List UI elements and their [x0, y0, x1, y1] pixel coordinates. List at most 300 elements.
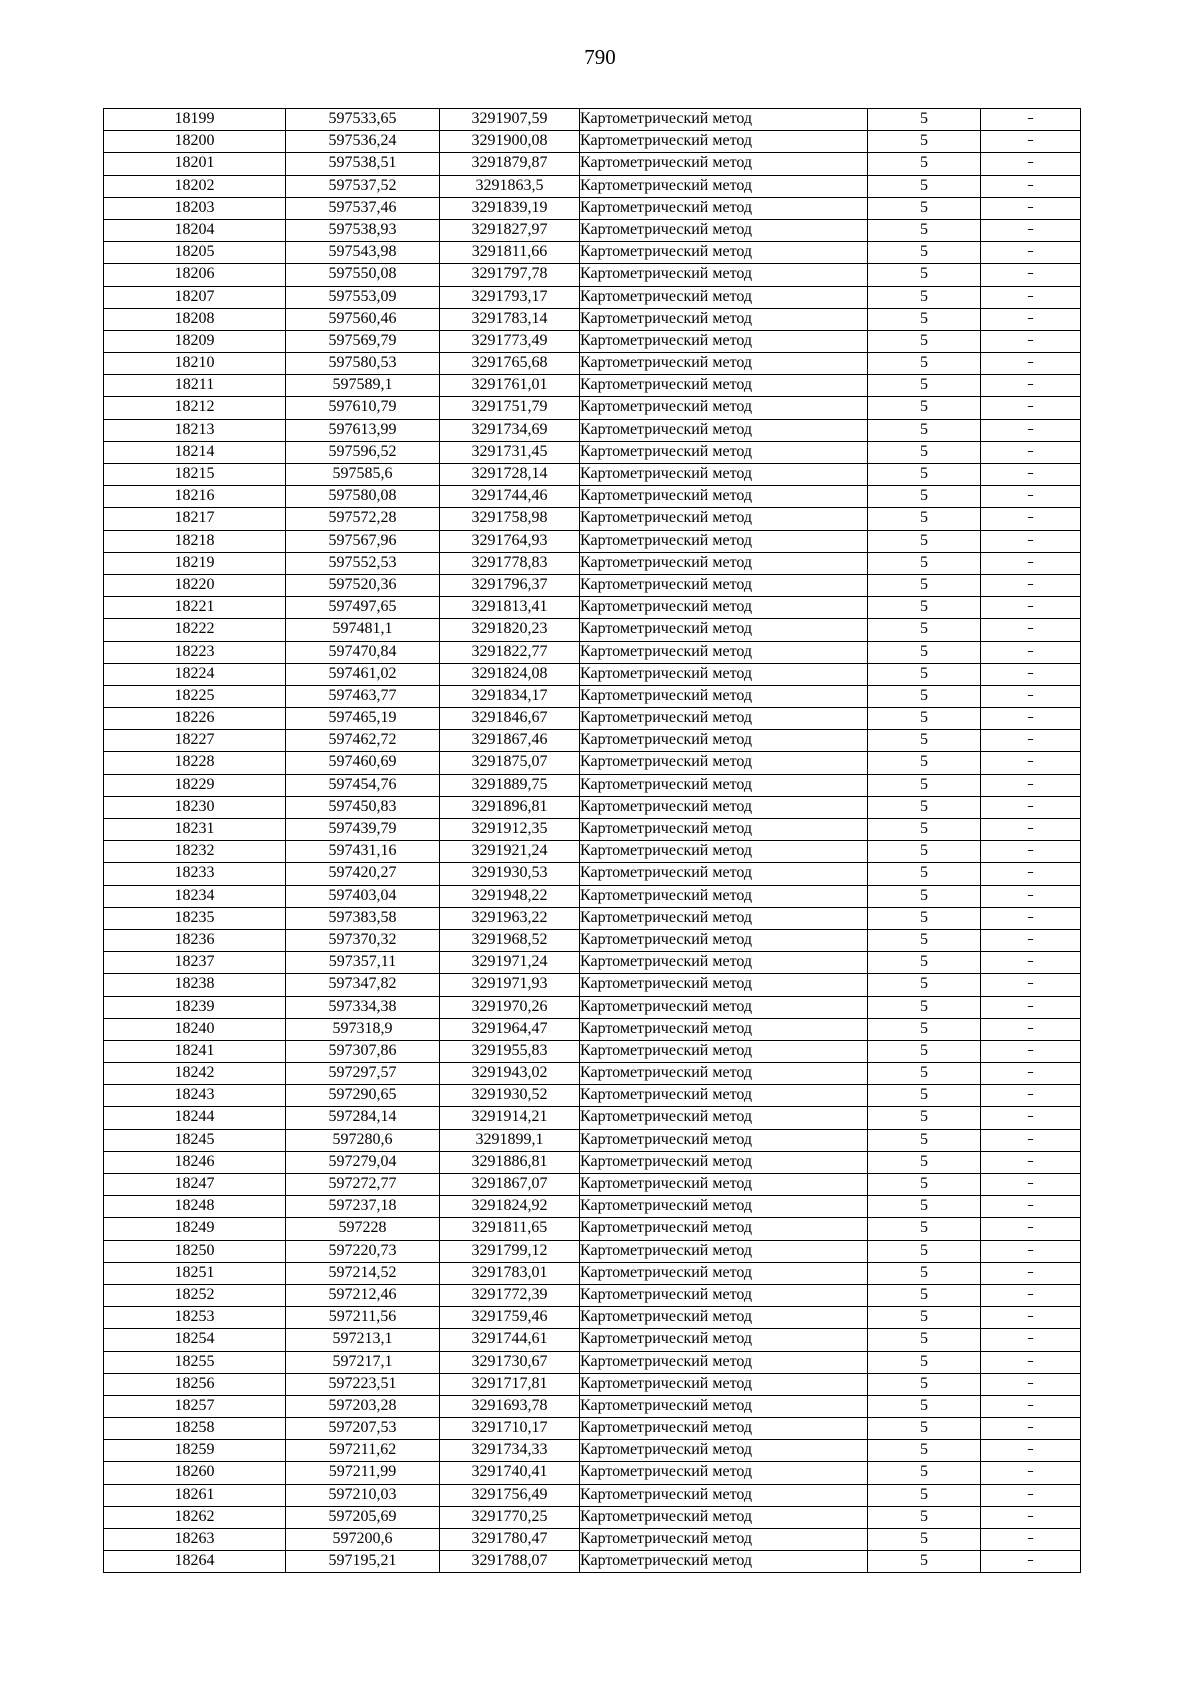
dash-cell: – [981, 441, 1081, 463]
x-coordinate-cell: 597560,46 [286, 308, 440, 330]
x-coordinate-cell: 597470,84 [286, 641, 440, 663]
x-coordinate-cell: 597497,65 [286, 597, 440, 619]
point-number-cell: 18258 [104, 1418, 286, 1440]
y-coordinate-cell: 3291783,14 [440, 308, 580, 330]
y-coordinate-cell: 3291970,26 [440, 996, 580, 1018]
y-coordinate-cell: 3291734,69 [440, 419, 580, 441]
point-number-cell: 18254 [104, 1329, 286, 1351]
table-row [104, 796, 1081, 818]
table-row [104, 863, 1081, 885]
x-coordinate-cell: 597318,9 [286, 1018, 440, 1040]
table-row [104, 774, 1081, 796]
accuracy-cell: 5 [868, 885, 981, 907]
y-coordinate-cell: 3291783,01 [440, 1262, 580, 1284]
method-cell: Картометрический метод [580, 1107, 868, 1129]
table-row [104, 1373, 1081, 1395]
method-cell: Картометрический метод [580, 1529, 868, 1551]
method-cell: Картометрический метод [580, 863, 868, 885]
accuracy-cell: 5 [868, 375, 981, 397]
y-coordinate-cell: 3291930,53 [440, 863, 580, 885]
method-cell: Картометрический метод [580, 1351, 868, 1373]
dash-cell: – [981, 1240, 1081, 1262]
x-coordinate-cell: 597536,24 [286, 131, 440, 153]
accuracy-cell: 5 [868, 1129, 981, 1151]
y-coordinate-cell: 3291839,19 [440, 197, 580, 219]
table-row [104, 819, 1081, 841]
accuracy-cell: 5 [868, 197, 981, 219]
x-coordinate-cell: 597220,73 [286, 1240, 440, 1262]
point-number-cell: 18248 [104, 1196, 286, 1218]
y-coordinate-cell: 3291797,78 [440, 264, 580, 286]
dash-cell: – [981, 1307, 1081, 1329]
table-row [104, 1129, 1081, 1151]
point-number-cell: 18218 [104, 530, 286, 552]
point-number-cell: 18252 [104, 1284, 286, 1306]
point-number-cell: 18242 [104, 1063, 286, 1085]
accuracy-cell: 5 [868, 1085, 981, 1107]
table-row [104, 597, 1081, 619]
point-number-cell: 18240 [104, 1018, 286, 1040]
y-coordinate-cell: 3291863,5 [440, 175, 580, 197]
table-row [104, 353, 1081, 375]
x-coordinate-cell: 597217,1 [286, 1351, 440, 1373]
table-row [104, 1462, 1081, 1484]
point-number-cell: 18250 [104, 1240, 286, 1262]
method-cell: Картометрический метод [580, 1373, 868, 1395]
accuracy-cell: 5 [868, 1462, 981, 1484]
point-number-cell: 18209 [104, 330, 286, 352]
x-coordinate-cell: 597596,52 [286, 441, 440, 463]
coordinates-table [103, 108, 1081, 1573]
point-number-cell: 18231 [104, 819, 286, 841]
point-number-cell: 18226 [104, 708, 286, 730]
y-coordinate-cell: 3291955,83 [440, 1040, 580, 1062]
point-number-cell: 18202 [104, 175, 286, 197]
table-row [104, 907, 1081, 929]
table-row [104, 752, 1081, 774]
method-cell: Картометрический метод [580, 397, 868, 419]
point-number-cell: 18262 [104, 1506, 286, 1528]
accuracy-cell: 5 [868, 109, 981, 131]
y-coordinate-cell: 3291948,22 [440, 885, 580, 907]
dash-cell: – [981, 819, 1081, 841]
dash-cell: – [981, 1107, 1081, 1129]
x-coordinate-cell: 597334,38 [286, 996, 440, 1018]
dash-cell: – [981, 1329, 1081, 1351]
y-coordinate-cell: 3291796,37 [440, 574, 580, 596]
method-cell: Картометрический метод [580, 1462, 868, 1484]
method-cell: Картометрический метод [580, 1329, 868, 1351]
dash-cell: – [981, 1151, 1081, 1173]
y-coordinate-cell: 3291764,93 [440, 530, 580, 552]
method-cell: Картометрический метод [580, 1063, 868, 1085]
dash-cell: – [981, 641, 1081, 663]
table-row [104, 330, 1081, 352]
accuracy-cell: 5 [868, 552, 981, 574]
dash-cell: – [981, 397, 1081, 419]
point-number-cell: 18246 [104, 1151, 286, 1173]
method-cell: Картометрический метод [580, 685, 868, 707]
table-row [104, 419, 1081, 441]
point-number-cell: 18203 [104, 197, 286, 219]
accuracy-cell: 5 [868, 441, 981, 463]
accuracy-cell: 5 [868, 1240, 981, 1262]
x-coordinate-cell: 597212,46 [286, 1284, 440, 1306]
y-coordinate-cell: 3291780,47 [440, 1529, 580, 1551]
dash-cell: – [981, 1551, 1081, 1573]
table-row [104, 286, 1081, 308]
accuracy-cell: 5 [868, 286, 981, 308]
x-coordinate-cell: 597572,28 [286, 508, 440, 530]
method-cell: Картометрический метод [580, 708, 868, 730]
x-coordinate-cell: 597533,65 [286, 109, 440, 131]
y-coordinate-cell: 3291744,46 [440, 486, 580, 508]
method-cell: Картометрический метод [580, 952, 868, 974]
y-coordinate-cell: 3291900,08 [440, 131, 580, 153]
table-row [104, 1440, 1081, 1462]
y-coordinate-cell: 3291968,52 [440, 929, 580, 951]
method-cell: Картометрический метод [580, 175, 868, 197]
method-cell: Картометрический метод [580, 574, 868, 596]
table-row [104, 308, 1081, 330]
dash-cell: – [981, 708, 1081, 730]
y-coordinate-cell: 3291811,66 [440, 242, 580, 264]
table-row [104, 441, 1081, 463]
y-coordinate-cell: 3291770,25 [440, 1506, 580, 1528]
dash-cell: – [981, 952, 1081, 974]
table-row [104, 508, 1081, 530]
accuracy-cell: 5 [868, 819, 981, 841]
accuracy-cell: 5 [868, 974, 981, 996]
method-cell: Картометрический метод [580, 641, 868, 663]
method-cell: Картометрический метод [580, 131, 868, 153]
table-row [104, 1063, 1081, 1085]
accuracy-cell: 5 [868, 1107, 981, 1129]
point-number-cell: 18264 [104, 1551, 286, 1573]
y-coordinate-cell: 3291734,33 [440, 1440, 580, 1462]
x-coordinate-cell: 597520,36 [286, 574, 440, 596]
method-cell: Картометрический метод [580, 1551, 868, 1573]
method-cell: Картометрический метод [580, 330, 868, 352]
accuracy-cell: 5 [868, 929, 981, 951]
y-coordinate-cell: 3291758,98 [440, 508, 580, 530]
method-cell: Картометрический метод [580, 530, 868, 552]
table-row [104, 685, 1081, 707]
method-cell: Картометрический метод [580, 1440, 868, 1462]
table-row [104, 996, 1081, 1018]
point-number-cell: 18259 [104, 1440, 286, 1462]
dash-cell: – [981, 242, 1081, 264]
table-row [104, 1307, 1081, 1329]
method-cell: Картометрический метод [580, 1284, 868, 1306]
x-coordinate-cell: 597200,6 [286, 1529, 440, 1551]
table-row [104, 1418, 1081, 1440]
x-coordinate-cell: 597462,72 [286, 730, 440, 752]
method-cell: Картометрический метод [580, 508, 868, 530]
point-number-cell: 18249 [104, 1218, 286, 1240]
y-coordinate-cell: 3291875,07 [440, 752, 580, 774]
table-row [104, 730, 1081, 752]
accuracy-cell: 5 [868, 841, 981, 863]
y-coordinate-cell: 3291761,01 [440, 375, 580, 397]
table-row [104, 264, 1081, 286]
point-number-cell: 18217 [104, 508, 286, 530]
table-row [104, 397, 1081, 419]
y-coordinate-cell: 3291824,08 [440, 663, 580, 685]
table-row [104, 1484, 1081, 1506]
x-coordinate-cell: 597279,04 [286, 1151, 440, 1173]
y-coordinate-cell: 3291744,61 [440, 1329, 580, 1351]
method-cell: Картометрический метод [580, 752, 868, 774]
accuracy-cell: 5 [868, 508, 981, 530]
method-cell: Картометрический метод [580, 974, 868, 996]
dash-cell: – [981, 996, 1081, 1018]
point-number-cell: 18221 [104, 597, 286, 619]
point-number-cell: 18204 [104, 219, 286, 241]
point-number-cell: 18213 [104, 419, 286, 441]
dash-cell: – [981, 974, 1081, 996]
table-row [104, 619, 1081, 641]
point-number-cell: 18211 [104, 375, 286, 397]
y-coordinate-cell: 3291896,81 [440, 796, 580, 818]
accuracy-cell: 5 [868, 1018, 981, 1040]
method-cell: Картометрический метод [580, 996, 868, 1018]
dash-cell: – [981, 197, 1081, 219]
x-coordinate-cell: 597357,11 [286, 952, 440, 974]
y-coordinate-cell: 3291886,81 [440, 1151, 580, 1173]
accuracy-cell: 5 [868, 530, 981, 552]
method-cell: Картометрический метод [580, 1418, 868, 1440]
dash-cell: – [981, 330, 1081, 352]
point-number-cell: 18212 [104, 397, 286, 419]
table-row [104, 464, 1081, 486]
point-number-cell: 18241 [104, 1040, 286, 1062]
accuracy-cell: 5 [868, 952, 981, 974]
accuracy-cell: 5 [868, 685, 981, 707]
x-coordinate-cell: 597552,53 [286, 552, 440, 574]
dash-cell: – [981, 508, 1081, 530]
x-coordinate-cell: 597205,69 [286, 1506, 440, 1528]
x-coordinate-cell: 597210,03 [286, 1484, 440, 1506]
dash-cell: – [981, 353, 1081, 375]
accuracy-cell: 5 [868, 1373, 981, 1395]
dash-cell: – [981, 530, 1081, 552]
table-row [104, 1151, 1081, 1173]
point-number-cell: 18233 [104, 863, 286, 885]
table-row [104, 952, 1081, 974]
method-cell: Картометрический метод [580, 1196, 868, 1218]
method-cell: Картометрический метод [580, 1174, 868, 1196]
dash-cell: – [981, 663, 1081, 685]
accuracy-cell: 5 [868, 1196, 981, 1218]
x-coordinate-cell: 597585,6 [286, 464, 440, 486]
point-number-cell: 18206 [104, 264, 286, 286]
table-row [104, 219, 1081, 241]
table-row [104, 641, 1081, 663]
table-row [104, 1085, 1081, 1107]
x-coordinate-cell: 597439,79 [286, 819, 440, 841]
x-coordinate-cell: 597228 [286, 1218, 440, 1240]
x-coordinate-cell: 597211,99 [286, 1462, 440, 1484]
method-cell: Картометрический метод [580, 464, 868, 486]
point-number-cell: 18230 [104, 796, 286, 818]
x-coordinate-cell: 597297,57 [286, 1063, 440, 1085]
method-cell: Картометрический метод [580, 1262, 868, 1284]
y-coordinate-cell: 3291930,52 [440, 1085, 580, 1107]
accuracy-cell: 5 [868, 1218, 981, 1240]
dash-cell: – [981, 286, 1081, 308]
table-row [104, 375, 1081, 397]
accuracy-cell: 5 [868, 574, 981, 596]
table-row [104, 530, 1081, 552]
x-coordinate-cell: 597569,79 [286, 330, 440, 352]
y-coordinate-cell: 3291834,17 [440, 685, 580, 707]
table-row [104, 1506, 1081, 1528]
accuracy-cell: 5 [868, 397, 981, 419]
dash-cell: – [981, 619, 1081, 641]
dash-cell: – [981, 109, 1081, 131]
method-cell: Картометрический метод [580, 353, 868, 375]
table-row [104, 1040, 1081, 1062]
point-number-cell: 18215 [104, 464, 286, 486]
dash-cell: – [981, 597, 1081, 619]
table-row [104, 1018, 1081, 1040]
method-cell: Картометрический метод [580, 619, 868, 641]
point-number-cell: 18247 [104, 1174, 286, 1196]
dash-cell: – [981, 1395, 1081, 1417]
x-coordinate-cell: 597543,98 [286, 242, 440, 264]
accuracy-cell: 5 [868, 1529, 981, 1551]
x-coordinate-cell: 597481,1 [286, 619, 440, 641]
y-coordinate-cell: 3291971,93 [440, 974, 580, 996]
method-cell: Картометрический метод [580, 1395, 868, 1417]
x-coordinate-cell: 597537,46 [286, 197, 440, 219]
accuracy-cell: 5 [868, 353, 981, 375]
dash-cell: – [981, 1284, 1081, 1306]
dash-cell: – [981, 774, 1081, 796]
accuracy-cell: 5 [868, 774, 981, 796]
method-cell: Картометрический метод [580, 375, 868, 397]
accuracy-cell: 5 [868, 1418, 981, 1440]
method-cell: Картометрический метод [580, 419, 868, 441]
point-number-cell: 18253 [104, 1307, 286, 1329]
method-cell: Картометрический метод [580, 1085, 868, 1107]
x-coordinate-cell: 597538,51 [286, 153, 440, 175]
method-cell: Картометрический метод [580, 1218, 868, 1240]
dash-cell: – [981, 929, 1081, 951]
table-row [104, 486, 1081, 508]
x-coordinate-cell: 597450,83 [286, 796, 440, 818]
point-number-cell: 18214 [104, 441, 286, 463]
method-cell: Картометрический метод [580, 286, 868, 308]
accuracy-cell: 5 [868, 1351, 981, 1373]
point-number-cell: 18234 [104, 885, 286, 907]
accuracy-cell: 5 [868, 619, 981, 641]
point-number-cell: 18210 [104, 353, 286, 375]
table-row [104, 885, 1081, 907]
point-number-cell: 18201 [104, 153, 286, 175]
point-number-cell: 18244 [104, 1107, 286, 1129]
method-cell: Картометрический метод [580, 153, 868, 175]
dash-cell: – [981, 131, 1081, 153]
x-coordinate-cell: 597280,6 [286, 1129, 440, 1151]
accuracy-cell: 5 [868, 1040, 981, 1062]
accuracy-cell: 5 [868, 464, 981, 486]
table-row [104, 175, 1081, 197]
point-number-cell: 18238 [104, 974, 286, 996]
accuracy-cell: 5 [868, 1307, 981, 1329]
table-row [104, 1284, 1081, 1306]
x-coordinate-cell: 597613,99 [286, 419, 440, 441]
accuracy-cell: 5 [868, 1063, 981, 1085]
x-coordinate-cell: 597553,09 [286, 286, 440, 308]
dash-cell: – [981, 175, 1081, 197]
accuracy-cell: 5 [868, 308, 981, 330]
dash-cell: – [981, 1351, 1081, 1373]
x-coordinate-cell: 597203,28 [286, 1395, 440, 1417]
method-cell: Картометрический метод [580, 219, 868, 241]
x-coordinate-cell: 597214,52 [286, 1262, 440, 1284]
table-row [104, 574, 1081, 596]
table-row [104, 1529, 1081, 1551]
accuracy-cell: 5 [868, 730, 981, 752]
accuracy-cell: 5 [868, 708, 981, 730]
table-row [104, 1351, 1081, 1373]
table-row [104, 197, 1081, 219]
method-cell: Картометрический метод [580, 796, 868, 818]
method-cell: Картометрический метод [580, 1240, 868, 1262]
dash-cell: – [981, 1196, 1081, 1218]
x-coordinate-cell: 597370,32 [286, 929, 440, 951]
x-coordinate-cell: 597550,08 [286, 264, 440, 286]
y-coordinate-cell: 3291765,68 [440, 353, 580, 375]
y-coordinate-cell: 3291731,45 [440, 441, 580, 463]
dash-cell: – [981, 375, 1081, 397]
table-row [104, 929, 1081, 951]
table-row [104, 242, 1081, 264]
x-coordinate-cell: 597213,1 [286, 1329, 440, 1351]
dash-cell: – [981, 1418, 1081, 1440]
page-number: 790 [584, 45, 616, 69]
x-coordinate-cell: 597347,82 [286, 974, 440, 996]
method-cell: Картометрический метод [580, 597, 868, 619]
table-row [104, 1196, 1081, 1218]
dash-cell: – [981, 1040, 1081, 1062]
dash-cell: – [981, 841, 1081, 863]
method-cell: Картометрический метод [580, 841, 868, 863]
accuracy-cell: 5 [868, 1284, 981, 1306]
method-cell: Картометрический метод [580, 308, 868, 330]
method-cell: Картометрический метод [580, 663, 868, 685]
dash-cell: – [981, 1262, 1081, 1284]
y-coordinate-cell: 3291778,83 [440, 552, 580, 574]
method-cell: Картометрический метод [580, 1506, 868, 1528]
point-number-cell: 18216 [104, 486, 286, 508]
method-cell: Картометрический метод [580, 730, 868, 752]
dash-cell: – [981, 552, 1081, 574]
coordinates-table-body [104, 109, 1081, 1573]
dash-cell: – [981, 1373, 1081, 1395]
x-coordinate-cell: 597538,93 [286, 219, 440, 241]
method-cell: Картометрический метод [580, 486, 868, 508]
x-coordinate-cell: 597307,86 [286, 1040, 440, 1062]
method-cell: Картометрический метод [580, 885, 868, 907]
dash-cell: – [981, 264, 1081, 286]
dash-cell: – [981, 1506, 1081, 1528]
accuracy-cell: 5 [868, 597, 981, 619]
point-number-cell: 18263 [104, 1529, 286, 1551]
dash-cell: – [981, 419, 1081, 441]
